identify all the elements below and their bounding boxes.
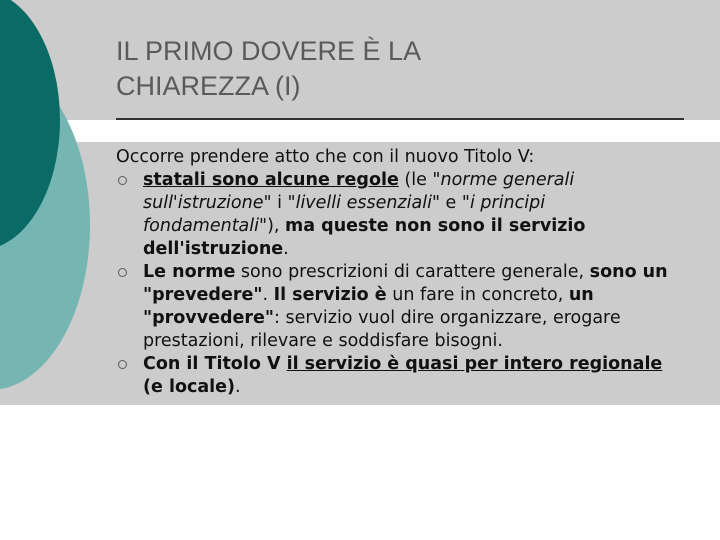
title-divider: [116, 118, 684, 120]
title-line-1: IL PRIMO DOVERE È LA: [116, 36, 422, 66]
bullet-item-3: Con il Titolo V il servizio è quasi per intero regionale (e locale).: [116, 353, 686, 399]
bullet-ring-icon: [118, 268, 127, 277]
bullet-item-2: Le norme sono prescrizioni di carattere generale, sono un "prevedere". Il servizio è un fare in concreto, un "provvedere": servizio vuol dire organizzare, erogare prestazioni, rilevare e soddisfare bisogni.: [116, 261, 686, 353]
bullet-ring-icon: [118, 176, 127, 185]
bullet-ring-icon: [118, 360, 127, 369]
slide-body: [116, 146, 686, 399]
intro-text: Occorre prendere atto che con il nuovo Titolo V:: [116, 147, 535, 167]
bullet-item-1: statali sono alcune regole (le "norme generali sull'istruzione" i "livelli essenziali" e "i principi fondamentali"), ma queste non sono il servizio dell'istruzione.: [116, 169, 686, 261]
slide-title: [116, 34, 676, 104]
decorative-circles: [0, 0, 110, 540]
bullet-list: [116, 169, 686, 399]
title-line-2: CHIAREZZA (I): [116, 71, 301, 101]
